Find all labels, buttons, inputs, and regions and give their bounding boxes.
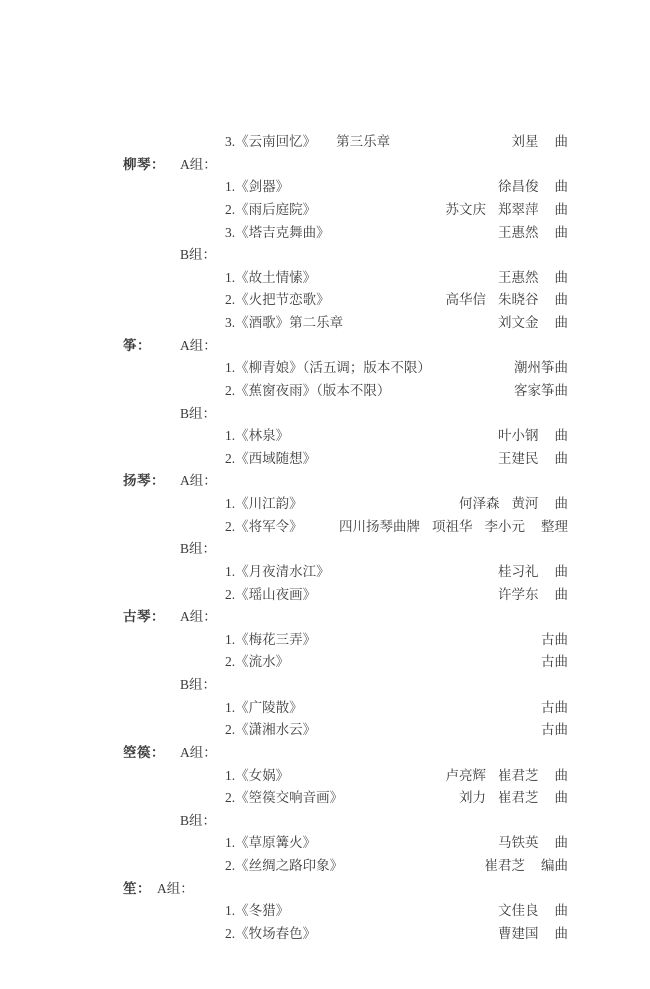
- piece-entry: [225, 289, 330, 312]
- piece-entry: [225, 131, 390, 154]
- piece-entry: [225, 923, 316, 946]
- group-label: A组：: [180, 337, 217, 353]
- piece-entry: [225, 222, 330, 245]
- credit-name: 卢亮辉: [445, 767, 486, 783]
- piece-credits: [541, 651, 568, 674]
- credit-name: 文佳良: [498, 903, 539, 919]
- credit-role: 曲: [554, 586, 568, 602]
- piece-title: 《剑器》: [235, 179, 290, 195]
- credit-names: [498, 584, 539, 607]
- piece-row: [0, 380, 650, 403]
- piece-credits: [446, 765, 569, 788]
- credit-name: 黄河: [511, 496, 539, 511]
- piece-entry: [225, 516, 303, 539]
- credit-name: 刘星: [511, 134, 539, 149]
- piece-title: 《西域随想》: [235, 450, 317, 466]
- piece-row: [0, 561, 650, 584]
- group-label: B组：: [180, 541, 217, 557]
- piece-credits: [498, 900, 568, 923]
- piece-credits: [514, 380, 568, 403]
- piece-number: 3.: [225, 134, 236, 149]
- piece-row: [0, 357, 650, 380]
- group-header-row: [0, 538, 650, 561]
- credit-name: 古曲: [541, 722, 568, 738]
- credit-name: 曹建国: [498, 925, 539, 941]
- section-header-row: [0, 878, 650, 901]
- piece-credits: [541, 719, 568, 742]
- group-label: B组：: [180, 677, 217, 692]
- piece-row: [0, 222, 650, 245]
- piece-title: 《月夜清水江》: [235, 563, 330, 579]
- instrument-label: 筝：: [123, 337, 151, 353]
- credit-role: 曲: [554, 428, 568, 444]
- credit-name: 苏文庆: [445, 201, 486, 217]
- credit-role: 曲: [554, 450, 568, 466]
- piece-title: 《草原篝火》: [235, 835, 317, 851]
- piece-row: [0, 584, 650, 607]
- piece-number: 2.: [225, 925, 236, 941]
- credit-role: 曲: [554, 925, 568, 941]
- credit-name: 李小元: [484, 518, 525, 534]
- section-header-row: [0, 335, 650, 358]
- piece-number: 1.: [225, 631, 236, 647]
- piece-entry: [225, 267, 316, 290]
- instrument-label: 箜篌：: [123, 744, 165, 760]
- credit-role: 曲: [554, 224, 568, 240]
- piece-title: 《冬猎》: [235, 903, 290, 919]
- credit-name: 徐昌俊: [498, 179, 539, 195]
- credit-names: [541, 651, 568, 674]
- piece-credits: [485, 855, 569, 878]
- credit-names: [485, 855, 526, 878]
- piece-credits: [498, 923, 568, 946]
- piece-credits: [459, 787, 568, 810]
- piece-title: 《蕉窗夜雨》（版本不限）: [235, 382, 391, 398]
- piece-number: 1.: [225, 903, 236, 919]
- section-header-row: [0, 470, 650, 493]
- credit-role: 曲: [554, 767, 568, 783]
- piece-entry: [225, 855, 343, 878]
- piece-subtitle: 第三乐章: [336, 134, 391, 149]
- piece-row: [0, 425, 650, 448]
- credit-name: 叶小钢: [498, 428, 539, 444]
- credit-name: 王惠然: [498, 269, 539, 285]
- piece-title: 《箜篌交响音画》: [235, 790, 344, 806]
- piece-entry: [225, 199, 316, 222]
- group-label: B组：: [180, 405, 217, 421]
- credit-names: [446, 289, 539, 312]
- credit-name: 潮州筝曲: [514, 360, 568, 376]
- credit-names: [498, 832, 539, 855]
- credit-names: [446, 765, 539, 788]
- piece-entry: [225, 900, 289, 923]
- credit-names: [498, 222, 539, 245]
- credit-role: 整理: [541, 518, 568, 534]
- credit-role: 曲: [554, 134, 568, 149]
- piece-credits: [498, 312, 568, 335]
- piece-title: 《牧场春色》: [235, 925, 317, 941]
- group-header-row: [0, 403, 650, 426]
- piece-row: [0, 448, 650, 471]
- piece-row: [0, 719, 650, 742]
- credit-names: [498, 923, 539, 946]
- piece-entry: [225, 719, 316, 742]
- piece-entry: [225, 765, 289, 788]
- piece-entry: [225, 425, 289, 448]
- credit-names: [339, 516, 525, 539]
- credit-names: [498, 176, 539, 199]
- piece-number: 2.: [225, 382, 236, 398]
- piece-row: [0, 855, 650, 878]
- credit-names: [541, 697, 568, 720]
- piece-title: 《川江韵》: [235, 496, 303, 511]
- credit-names: [541, 629, 568, 652]
- piece-credits: [498, 267, 568, 290]
- group-label: B组：: [180, 812, 217, 828]
- group-label: A组：: [180, 473, 217, 489]
- credit-name: 朱晓谷: [498, 292, 539, 308]
- credit-name: 崔君芝: [484, 858, 525, 873]
- piece-number: 1.: [225, 496, 236, 511]
- group-label: A组：: [180, 156, 217, 172]
- piece-entry: [225, 651, 289, 674]
- credit-role: 曲: [554, 903, 568, 919]
- piece-credits: [459, 493, 568, 516]
- credit-name: 崔君芝: [498, 767, 539, 783]
- piece-number: 3.: [225, 224, 236, 240]
- credit-names: [514, 357, 568, 380]
- group-header-row: [0, 810, 650, 833]
- piece-title: 《丝绸之路印象》: [235, 858, 344, 873]
- credit-name: 何泽森: [459, 496, 500, 511]
- piece-entry: [225, 176, 289, 199]
- credit-name: 王建民: [498, 450, 539, 466]
- piece-credits: [498, 448, 568, 471]
- credit-name: 崔君芝: [498, 790, 539, 806]
- credit-role: 编曲: [541, 858, 568, 873]
- piece-title: 《酒歌》第二乐章: [235, 315, 344, 330]
- piece-credits: [498, 222, 568, 245]
- credit-name: 古曲: [541, 654, 568, 670]
- piece-number: 2.: [225, 722, 236, 738]
- piece-number: 2.: [225, 654, 236, 670]
- instrument-label: 柳琴：: [123, 156, 165, 172]
- piece-title: 《瑶山夜画》: [235, 586, 317, 602]
- credit-names: [498, 561, 539, 584]
- credit-names: [514, 380, 568, 403]
- piece-number: 2.: [225, 292, 236, 308]
- instrument-label: 古琴：: [123, 609, 165, 625]
- credit-name: 马铁英: [498, 835, 539, 851]
- piece-title: 《潇湘水云》: [235, 722, 317, 738]
- piece-row: [0, 697, 650, 720]
- piece-title: 《雨后庭院》: [235, 201, 317, 217]
- credit-role: 曲: [554, 563, 568, 579]
- piece-entry: [225, 312, 343, 335]
- piece-number: 1.: [225, 360, 236, 376]
- credit-names: [498, 448, 539, 471]
- credit-name: 高华信: [445, 292, 486, 308]
- group-label: B组：: [180, 247, 217, 263]
- piece-row: [0, 651, 650, 674]
- credit-names: [498, 425, 539, 448]
- piece-row: [0, 289, 650, 312]
- piece-entry: [225, 448, 316, 471]
- group-label: A组：: [157, 880, 194, 896]
- piece-credits: [541, 629, 568, 652]
- piece-number: 1.: [225, 179, 236, 195]
- credit-names: [498, 900, 539, 923]
- credit-name: 刘文金: [498, 315, 539, 330]
- credit-name: 项祖华: [432, 518, 473, 534]
- piece-credits: [498, 584, 568, 607]
- credit-name: 郑翠萍: [498, 201, 539, 217]
- piece-number: 1.: [225, 428, 236, 444]
- piece-number: 1.: [225, 563, 236, 579]
- piece-title: 《女娲》: [235, 767, 290, 783]
- credit-names: [459, 787, 539, 810]
- piece-credits: [498, 561, 568, 584]
- piece-credits: [498, 176, 568, 199]
- piece-number: 2.: [225, 518, 236, 534]
- piece-row: [0, 176, 650, 199]
- instrument-label: 笙：: [123, 880, 151, 896]
- piece-entry: [225, 832, 316, 855]
- piece-title: 《故土情愫》: [235, 269, 317, 285]
- credit-name: 四川扬琴曲牌: [339, 518, 420, 534]
- piece-credits: [446, 199, 569, 222]
- piece-credits: [498, 425, 568, 448]
- group-header-row: [0, 674, 650, 697]
- section-header-row: [0, 742, 650, 765]
- credit-name: 古曲: [541, 631, 568, 647]
- piece-title: 《柳青娘》（活五调；版本不限）: [235, 360, 431, 376]
- credit-names: [541, 719, 568, 742]
- credit-role: 曲: [554, 201, 568, 217]
- piece-row: [0, 199, 650, 222]
- piece-number: 2.: [225, 450, 236, 466]
- piece-entry: [225, 697, 303, 720]
- piece-title: 《云南回忆》: [235, 134, 317, 149]
- credit-names: [498, 267, 539, 290]
- piece-title: 《火把节恋歌》: [235, 292, 330, 308]
- piece-credits: [514, 357, 568, 380]
- credit-names: [459, 493, 539, 516]
- section-header-row: [0, 606, 650, 629]
- credit-role: 曲: [554, 315, 568, 330]
- piece-number: 1.: [225, 269, 236, 285]
- piece-row: [0, 900, 650, 923]
- piece-entry: [225, 584, 316, 607]
- piece-row: [0, 787, 650, 810]
- piece-row: [0, 493, 650, 516]
- piece-row: [0, 267, 650, 290]
- piece-title: 《流水》: [235, 654, 290, 670]
- piece-entry: [225, 629, 316, 652]
- piece-row: [0, 832, 650, 855]
- credit-role: 曲: [554, 835, 568, 851]
- piece-title: 《梅花三弄》: [235, 631, 317, 647]
- instrument-label: 扬琴：: [123, 473, 165, 489]
- piece-number: 1.: [225, 699, 236, 715]
- piece-entry: [225, 380, 390, 403]
- credit-names: [512, 131, 539, 154]
- credit-name: 客家筝曲: [514, 382, 568, 398]
- piece-credits: [498, 832, 568, 855]
- credit-role: 曲: [554, 269, 568, 285]
- section-header-row: [0, 154, 650, 177]
- credit-role: 曲: [554, 790, 568, 806]
- piece-number: 2.: [225, 586, 236, 602]
- piece-row: [0, 923, 650, 946]
- piece-number: 2.: [225, 201, 236, 217]
- credit-role: 曲: [554, 179, 568, 195]
- piece-number: 1.: [225, 767, 236, 783]
- credit-names: [446, 199, 539, 222]
- piece-title: 《塔吉克舞曲》: [235, 224, 330, 240]
- piece-number: 2.: [225, 858, 236, 873]
- credit-names: [498, 312, 539, 335]
- credit-name: 许学东: [498, 586, 539, 602]
- piece-credits: [512, 131, 569, 154]
- piece-number: 1.: [225, 835, 236, 851]
- piece-row: [0, 629, 650, 652]
- group-label: A组：: [180, 744, 217, 760]
- piece-row: [0, 516, 650, 539]
- piece-credits: [541, 697, 568, 720]
- credit-name: 刘力: [459, 790, 486, 806]
- piece-row: [0, 312, 650, 335]
- piece-title: 《将军令》: [235, 518, 303, 534]
- piece-entry: [225, 493, 303, 516]
- piece-row: [0, 131, 650, 154]
- piece-title: 《广陵散》: [235, 699, 303, 715]
- piece-row: [0, 765, 650, 788]
- piece-entry: [225, 561, 330, 584]
- group-label: A组：: [180, 609, 217, 625]
- credit-role: 曲: [554, 292, 568, 308]
- piece-entry: [225, 787, 343, 810]
- piece-entry: [225, 357, 431, 380]
- piece-credits: [446, 289, 569, 312]
- credit-name: 古曲: [541, 699, 568, 715]
- piece-number: 2.: [225, 790, 236, 806]
- credit-name: 王惠然: [498, 224, 539, 240]
- piece-title: 《林泉》: [235, 428, 290, 444]
- group-header-row: [0, 244, 650, 267]
- piece-number: 3.: [225, 315, 236, 330]
- piece-credits: [339, 516, 568, 539]
- credit-role: 曲: [554, 496, 568, 511]
- credit-name: 桂习礼: [498, 563, 539, 579]
